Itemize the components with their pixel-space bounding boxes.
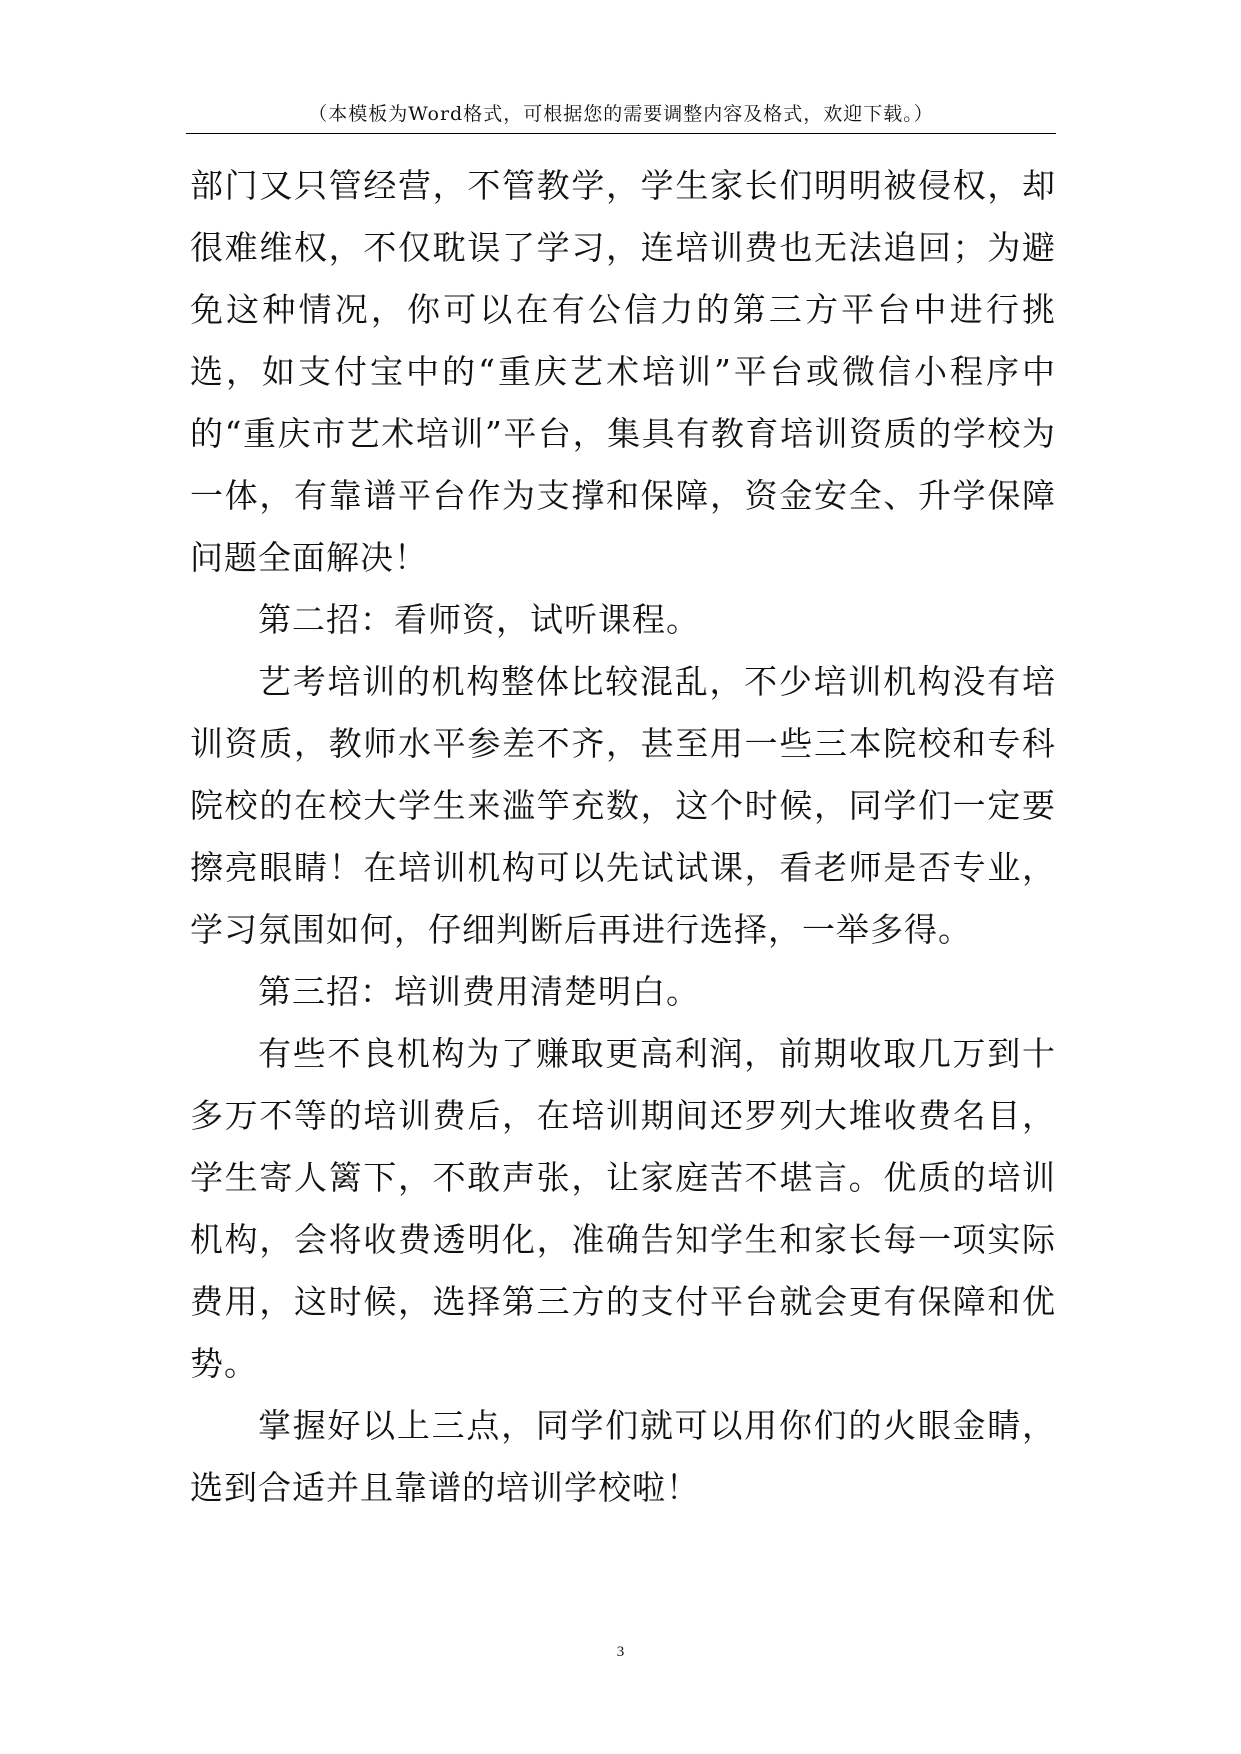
- header-divider: [186, 133, 1056, 134]
- paragraph-tip-2: 艺考培训的机构整体比较混乱，不少培训机构没有培训资质，教师水平参差不齐，甚至用一些三本院校和专科院校的在校大学生来滥竽充数，这个时候，同学们一定要擦亮眼睛！在培训机构可以先试试课，看老师是否专业，学习氛围如何，仔细判断后再进行选择，一举多得。: [190, 662, 1056, 949]
- section-heading-tip-2: 第二招：看师资，试听课程。: [258, 600, 700, 639]
- section-heading-tip-3: 第三招：培训费用清楚明白。: [258, 972, 700, 1011]
- page-header-note: （本模板为Word格式，可根据您的需要调整内容及格式，欢迎下载。）: [308, 103, 934, 125]
- document-body: [190, 155, 1056, 1519]
- paragraph-conclusion: 掌握好以上三点，同学们就可以用你们的火眼金睛，选到合适并且靠谱的培训学校啦！: [190, 1406, 1056, 1507]
- page-number: 3: [616, 1644, 625, 1660]
- paragraph-tip-3: 有些不良机构为了赚取更高利润，前期收取几万到十多万不等的培训费后，在培训期间还罗列大堆收费名目，学生寄人篱下，不敢声张，让家庭苦不堪言。优质的培训机构，会将收费透明化，准确告知学生和家长每一项实际费用，这时候，选择第三方的支付平台就会更有保障和优势。: [190, 1034, 1056, 1383]
- paragraph-continuation: 部门又只管经营，不管教学，学生家长们明明被侵权，却很难维权，不仅耽误了学习，连培训费也无法追回；为避免这种情况，你可以在有公信力的第三方平台中进行挑选，如支付宝中的“重庆艺术培训”平台或微信小程序中的“重庆市艺术培训”平台，集具有教育培训资质的学校为一体，有靠谱平台作为支撑和保障，资金安全、升学保障问题全面解决！: [190, 166, 1056, 577]
